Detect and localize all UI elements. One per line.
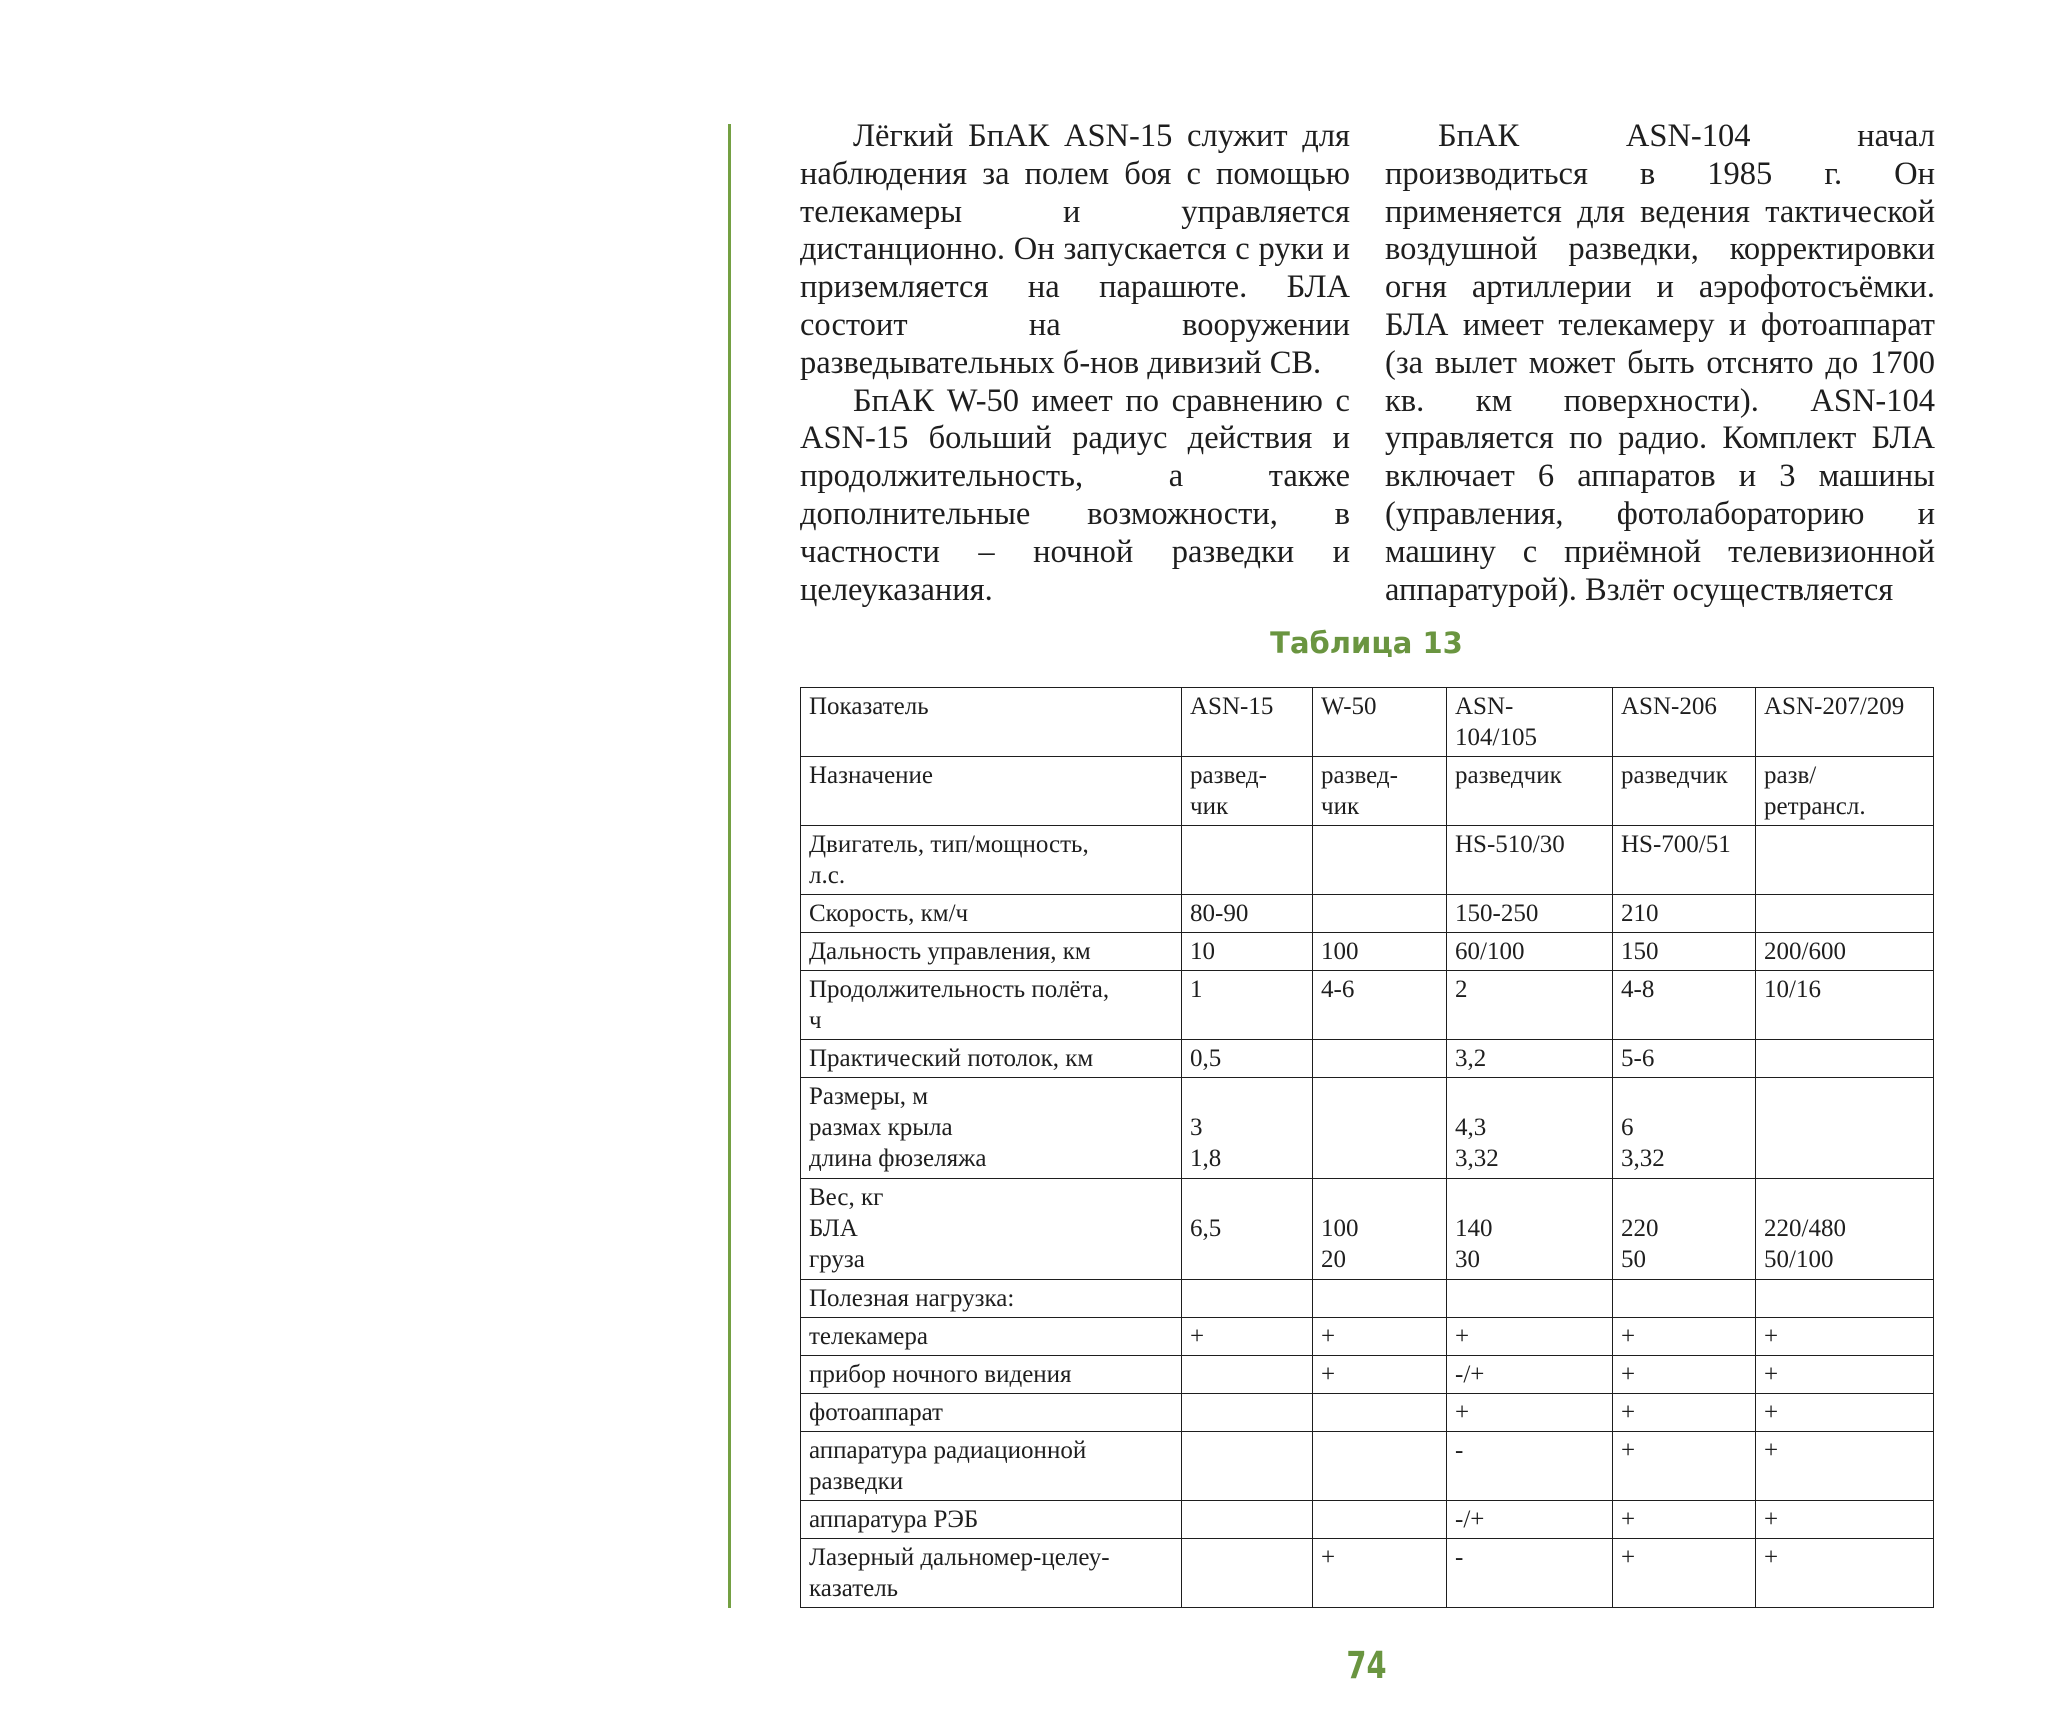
table-cell: 150 [1613, 933, 1756, 971]
table-cell: 6 3,32 [1613, 1078, 1756, 1179]
table-row-label: прибор ночного видения [801, 1356, 1182, 1394]
table-cell: HS-700/51 [1613, 826, 1756, 895]
table-cell [1182, 1432, 1313, 1501]
table-cell: 150-250 [1447, 895, 1613, 933]
table-cell: + [1756, 1432, 1934, 1501]
table-cell [1182, 1539, 1313, 1608]
table-row [801, 933, 1934, 971]
table-cell: - [1447, 1539, 1613, 1608]
table-cell: + [1613, 1539, 1756, 1608]
table-cell: 100 [1313, 933, 1447, 971]
page-number: 74 [1346, 1644, 1387, 1687]
table-cell: 2 [1447, 971, 1613, 1040]
table-row-label: фотоаппарат [801, 1394, 1182, 1432]
table-cell: разведчик [1613, 757, 1756, 826]
table-row [801, 1078, 1934, 1179]
table-cell: W-50 [1313, 688, 1447, 757]
table-row-label: Полезная нагрузка: [801, 1280, 1182, 1318]
table-row-label: Вес, кг БЛА груза [801, 1179, 1182, 1280]
table-cell: 10/16 [1756, 971, 1934, 1040]
table-cell: 0,5 [1182, 1040, 1313, 1078]
table-row-label: аппаратура РЭБ [801, 1501, 1182, 1539]
margin-rule [728, 124, 731, 1608]
table-cell: + [1756, 1318, 1934, 1356]
table-cell [1313, 826, 1447, 895]
table-cell [1313, 1280, 1447, 1318]
left-text-column [800, 118, 1350, 609]
right-text-column [1385, 118, 1935, 609]
table-cell: 210 [1613, 895, 1756, 933]
table-cell [1447, 1280, 1613, 1318]
table-cell: + [1756, 1356, 1934, 1394]
table-cell: + [1756, 1394, 1934, 1432]
table-cell: развед- чик [1182, 757, 1313, 826]
table-cell: + [1756, 1539, 1934, 1608]
table-row [801, 1432, 1934, 1501]
table-cell: + [1182, 1318, 1313, 1356]
table-cell [1756, 1040, 1934, 1078]
table-cell [1613, 1280, 1756, 1318]
table-cell: - [1447, 1432, 1613, 1501]
table-cell [1756, 895, 1934, 933]
table-cell: + [1613, 1394, 1756, 1432]
table-row [801, 1318, 1934, 1356]
table-cell: 3 1,8 [1182, 1078, 1313, 1179]
table-cell: + [1613, 1356, 1756, 1394]
specs-table [800, 687, 1934, 1608]
table-cell: 200/600 [1756, 933, 1934, 971]
table-cell [1313, 1432, 1447, 1501]
table-cell [1313, 1040, 1447, 1078]
table-row [801, 1280, 1934, 1318]
table-row [801, 1040, 1934, 1078]
table-row-label: Практический потолок, км [801, 1040, 1182, 1078]
table-cell: ASN-207/209 [1756, 688, 1934, 757]
table-cell: + [1447, 1318, 1613, 1356]
table-cell: 4-6 [1313, 971, 1447, 1040]
table-row [801, 1179, 1934, 1280]
table-cell: 140 30 [1447, 1179, 1613, 1280]
table-cell: разведчик [1447, 757, 1613, 826]
table-cell: 6,5 [1182, 1179, 1313, 1280]
table-cell [1313, 895, 1447, 933]
table-cell: -/+ [1447, 1356, 1613, 1394]
table-row [801, 895, 1934, 933]
table-cell: 3,2 [1447, 1040, 1613, 1078]
table-row [801, 1501, 1934, 1539]
table-cell [1182, 826, 1313, 895]
table-row-label: Размеры, м размах крыла длина фюзеляжа [801, 1078, 1182, 1179]
table-cell: -/+ [1447, 1501, 1613, 1539]
table-cell: 60/100 [1447, 933, 1613, 971]
table-cell [1756, 1280, 1934, 1318]
table-cell: ASN-15 [1182, 688, 1313, 757]
table-cell: ASN- 104/105 [1447, 688, 1613, 757]
paragraph: Лёгкий БпАК ASN-15 служит для наблюдения за полем боя с помощью телекамеры и управляется дистанционно. Он запускается с руки и приземляется на парашюте. БЛА состоит на вооружении разведывательных б-нов дивизий СВ. [800, 118, 1350, 381]
paragraph: БпАК W-50 имеет по сравнению с ASN-15 больший радиус действия и продолжительность, а также дополнительные возможности, в частности – ночной разведки и целеуказания. [800, 382, 1350, 608]
table-row-label: Лазерный дальномер-целеу- казатель [801, 1539, 1182, 1608]
table-cell: + [1613, 1318, 1756, 1356]
table-cell [1182, 1394, 1313, 1432]
table-cell [1756, 826, 1934, 895]
table-cell: развед- чик [1313, 757, 1447, 826]
table-cell: 4,3 3,32 [1447, 1078, 1613, 1179]
table-cell [1182, 1356, 1313, 1394]
table-row-label: Продолжительность полёта, ч [801, 971, 1182, 1040]
table-cell [1313, 1394, 1447, 1432]
table-cell: + [1447, 1394, 1613, 1432]
table-cell: разв/ ретрансл. [1756, 757, 1934, 826]
table-row [801, 1394, 1934, 1432]
table-caption: Таблица 13 [1270, 626, 1463, 660]
table-cell: + [1613, 1432, 1756, 1501]
table-header-row [801, 688, 1934, 757]
table-row [801, 971, 1934, 1040]
table-row-label: Дальность управления, км [801, 933, 1182, 971]
table-cell: ASN-206 [1613, 688, 1756, 757]
table-cell: + [1613, 1501, 1756, 1539]
paragraph: БпАК ASN-104 начал производиться в 1985 г. Он применяется для ведения тактической воздушной разведки, корректировки огня артиллерии и аэрофотосъёмки. БЛА имеет телекамеру и фотоаппарат (за вылет может быть отснято до 1700 кв. км поверхности). ASN-104 управляется по радио. Комплект БЛА включает 6 аппаратов и 3 машины (управления, фотолабораторию и машину с приёмной телевизионной аппаратурой). Взлёт осуществляется [1385, 118, 1935, 608]
table-cell [1182, 1501, 1313, 1539]
table-row-label: телекамера [801, 1318, 1182, 1356]
table-cell [1756, 1078, 1934, 1179]
table-cell: + [1313, 1356, 1447, 1394]
table-cell: 220 50 [1613, 1179, 1756, 1280]
table-row [801, 757, 1934, 826]
table-cell [1313, 1501, 1447, 1539]
table-cell: 80-90 [1182, 895, 1313, 933]
table-row [801, 1356, 1934, 1394]
table-row [801, 1539, 1934, 1608]
table-cell: 1 [1182, 971, 1313, 1040]
table-cell: HS-510/30 [1447, 826, 1613, 895]
table-row-label: Назначение [801, 757, 1182, 826]
table-cell [1313, 1078, 1447, 1179]
table-row-label: Показатель [801, 688, 1182, 757]
table-row [801, 826, 1934, 895]
table-cell: 220/480 50/100 [1756, 1179, 1934, 1280]
table-cell: 100 20 [1313, 1179, 1447, 1280]
table-cell: 5-6 [1613, 1040, 1756, 1078]
table-row-label: аппаратура радиационной разведки [801, 1432, 1182, 1501]
table-cell [1182, 1280, 1313, 1318]
table-row-label: Двигатель, тип/мощность, л.с. [801, 826, 1182, 895]
table-row-label: Скорость, км/ч [801, 895, 1182, 933]
table-cell: + [1313, 1318, 1447, 1356]
table-cell: + [1313, 1539, 1447, 1608]
table-cell: 4-8 [1613, 971, 1756, 1040]
table-cell: + [1756, 1501, 1934, 1539]
table-cell: 10 [1182, 933, 1313, 971]
